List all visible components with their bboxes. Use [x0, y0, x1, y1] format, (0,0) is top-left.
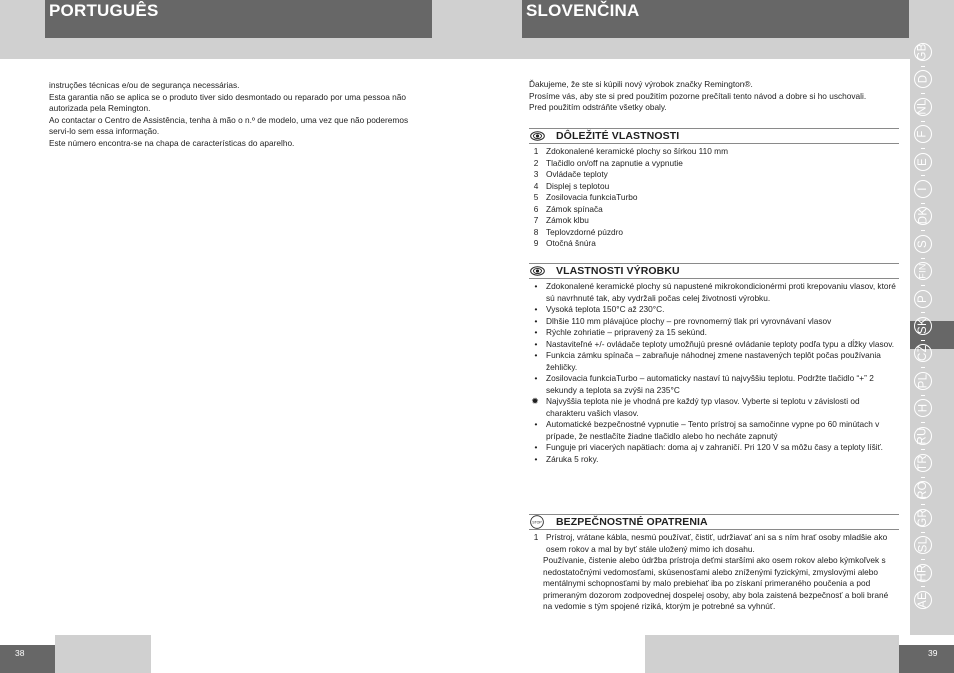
left-page-title: PORTUGUÊS — [49, 1, 159, 20]
product-feature-text: Automatické bezpečnostné vypnutie – Tento prístroj sa samočinne vypne po 60 minútach v prípade, že nestlačíte žiadne tlačidlo alebo ho necháte zapnutý — [546, 419, 880, 441]
language-tab-label: SL — [916, 537, 929, 553]
intro-line: Ďakujeme, že ste si kúpili nový výrobok značky Remington®. — [529, 79, 753, 89]
intro-line: Prosíme vás, aby ste si pred použitím pozorne prečítali tento návod a dobre si ho uschovali. Pred použitím odstráňte všetky obaly. — [529, 90, 867, 112]
product-features-title: VLASTNOSTI VÝROBKU — [556, 265, 680, 277]
bullet-mark: • — [534, 453, 538, 464]
language-tab-d[interactable] — [913, 66, 933, 92]
language-tab-nl[interactable] — [913, 94, 933, 120]
page-number-left: 38 — [15, 648, 25, 658]
key-feature-item — [529, 227, 899, 239]
language-tab-label: GB — [917, 43, 929, 61]
product-feature-item — [529, 373, 899, 396]
key-feature-number: 4 — [533, 180, 539, 191]
pt-paragraph: Ao contactar o Centro de Assistência, tenha à mão o n.º de modelo, uma vez que não poderemos servi-lo sem essa informação. — [49, 114, 409, 136]
bullet-mark: • — [534, 350, 538, 360]
language-tab-sl[interactable] — [913, 532, 933, 558]
product-feature-item — [529, 327, 899, 339]
key-feature-text: Zdokonalené keramické plochy so šírkou 110 mm — [546, 146, 729, 156]
product-feature-item — [529, 442, 899, 454]
language-tab-tr[interactable] — [913, 450, 933, 476]
left-header-bar — [45, 0, 432, 38]
language-tab-label: S — [916, 239, 929, 248]
language-tab-label: E — [916, 157, 929, 166]
key-feature-item — [529, 192, 899, 204]
key-feature-item — [529, 181, 899, 193]
product-feature-item — [529, 281, 899, 304]
language-tab-ae[interactable] — [913, 587, 933, 613]
stop-icon — [530, 515, 544, 529]
pt-paragraph: Esta garantia não se aplica se o produto tiver sido desmontado ou reparado por uma pessoa não autorizada pela Remington. — [49, 91, 406, 113]
key-feature-item — [529, 169, 899, 181]
language-tab-label: RU — [917, 426, 929, 445]
key-feature-number: 6 — [533, 203, 539, 214]
language-tab-dk[interactable] — [913, 203, 933, 229]
eye-icon — [530, 131, 545, 141]
product-feature-text: Funkcia zámku spínača – zabraňuje náhodnej zmene nastavených teplôt počas používania žehličky. — [546, 350, 881, 372]
language-tab-p[interactable] — [913, 286, 933, 312]
footer-right-band — [645, 635, 899, 673]
language-tab-i[interactable] — [913, 176, 933, 202]
pt-paragraph: Este número encontra-se na chapa de características do aparelho. — [49, 137, 295, 148]
safety-text — [529, 532, 899, 613]
product-feature-text: Najvyššia teplota nie je vhodná pre každý typ vlasov. Vyberte si teplotu v závislosti od charakteru vašich vlasov. — [546, 396, 860, 418]
language-tab-label: DK — [916, 208, 929, 225]
pt-paragraph: instruções técnicas e/ou de segurança necessárias. — [49, 80, 240, 90]
key-feature-item — [529, 146, 899, 158]
key-feature-number: 3 — [533, 169, 539, 179]
language-tab-label: D — [916, 75, 929, 84]
product-feature-item — [529, 316, 899, 328]
product-feature-item — [529, 454, 899, 466]
product-features-section — [529, 263, 899, 465]
language-tab-label: SK — [916, 318, 929, 334]
key-feature-number: 7 — [533, 215, 539, 225]
product-feature-item — [529, 419, 899, 442]
safety-continuation — [529, 555, 899, 613]
product-feature-text: Zdokonalené keramické plochy sú napustené mikrokondicionérmi proti krepovaniu vlasov, ktoré sú navrhnuté tak, aby vydržali počas celej životnosti výrobku. — [546, 281, 896, 303]
language-tab-label: NL — [917, 99, 929, 115]
bullet-mark: • — [534, 419, 538, 429]
key-features-heading — [529, 128, 899, 144]
product-features-heading — [529, 263, 899, 279]
key-feature-text: Ovládače teploty — [546, 169, 608, 179]
key-features-title: DÔLEŽITÉ VLASTNOSTI — [556, 130, 680, 142]
eye-icon — [530, 266, 545, 276]
key-feature-number: 9 — [533, 238, 539, 248]
portuguese-text — [49, 80, 409, 149]
language-tab-label: P — [916, 294, 929, 303]
right-header-bar — [522, 0, 909, 38]
product-feature-text: Dlhšie 110 mm plávajúce plochy – pre rovnomerný tlak pri vyrovnávaní vlasov — [546, 315, 832, 326]
slovak-intro — [529, 79, 879, 114]
product-feature-item — [529, 350, 899, 373]
product-feature-text: Funguje pri viacerých napätiach: doma aj v zahraničí. Pri 120 V sa môžu časy a teploty líšiť. — [546, 442, 883, 452]
safety-item-number: 1 — [533, 532, 539, 542]
product-feature-text: Zosilovacia funkciaTurbo – automaticky nastaví tú najvyššiu teplotu. Podržte tlačidlo “+” 2 sekundy a teplota sa zvýši na 235°C — [546, 373, 874, 395]
key-feature-text: Otočná šnúra — [546, 238, 596, 248]
key-feature-number: 1 — [533, 146, 539, 156]
key-feature-item — [529, 204, 899, 216]
language-tab-label: TR — [917, 455, 929, 471]
language-tab-cz[interactable] — [913, 340, 933, 366]
language-tab-label: HR — [917, 563, 929, 582]
key-feature-text: Teplovzdorné púzdro — [546, 226, 624, 237]
key-feature-item — [529, 238, 899, 250]
key-features-section — [529, 128, 899, 250]
key-feature-text: Displej s teplotou — [546, 180, 610, 191]
footer-left-band — [55, 635, 151, 673]
sun-icon: ✹ — [531, 396, 539, 406]
language-tab-gr[interactable] — [913, 505, 933, 531]
safety-section — [529, 514, 899, 613]
language-tab-ru[interactable] — [913, 423, 933, 449]
key-feature-text: Tlačidlo on/off na zapnutie a vypnutie — [546, 157, 683, 168]
key-feature-text: Zámok klbu — [546, 215, 589, 225]
bullet-mark: • — [534, 373, 538, 383]
product-feature-text: Záruka 5 roky. — [546, 453, 599, 464]
safety-title: BEZPEČNOSTNÉ OPATRENIA — [556, 516, 708, 528]
key-feature-text: Zámok spínača — [546, 203, 603, 214]
key-features-list — [529, 146, 899, 250]
bullet-mark: • — [534, 281, 538, 291]
product-feature-item — [529, 304, 899, 316]
product-features-list — [529, 281, 899, 465]
language-tab-label: FIN — [918, 263, 928, 279]
product-feature-text: Rýchle zohriatie – pripravený za 15 sekúnd. — [546, 327, 707, 337]
language-tab-hr[interactable] — [913, 560, 933, 586]
language-tab-ro[interactable] — [913, 477, 933, 503]
language-tab-fin[interactable] — [913, 258, 933, 284]
product-feature-text: Nastaviteľné +/- ovládače teploty umožňujú presné ovládanie teploty podľa typu a dĺžky vlasov. — [546, 338, 895, 349]
product-feature-item — [529, 339, 899, 351]
bullet-mark: • — [534, 315, 538, 326]
language-tab-label: RO — [916, 481, 929, 500]
key-feature-number: 5 — [533, 192, 539, 202]
language-tab-h[interactable] — [913, 395, 933, 421]
safety-item — [529, 532, 899, 555]
language-tab-label: CZ — [917, 345, 929, 362]
footer-right-page-box — [899, 645, 954, 673]
key-feature-number: 2 — [533, 157, 539, 168]
page-number-right: 39 — [928, 648, 938, 658]
bullet-mark: • — [534, 338, 538, 349]
key-feature-text: Zosilovacia funkciaTurbo — [546, 192, 638, 202]
language-tab-label: PL — [916, 373, 929, 389]
language-tab-pl[interactable] — [913, 368, 933, 394]
bullet-mark: • — [534, 327, 538, 337]
language-tab-label: GR — [916, 508, 929, 527]
language-tab-label: AE — [916, 592, 929, 608]
language-tab-label: F — [916, 130, 929, 138]
bullet-mark: • — [534, 442, 538, 452]
safety-continuation-text: Používanie, čistenie alebo údržba prístroja deťmi staršími ako osem rokov alebo kýmkoľvek s nedostatočnými vedomosťami, skúsenosťami alebo zníženými fyzickými, zmyslovými alebo mentálnymi schopnosťami by malo prebiehať iba po získaní primeraného poučenia a pod primeraným dozorom zodpovednej dospelej osoby, aby bola zaistená bezpečnosť a boli brané na vedomie s tým spojené riziká, ktorým je potrebné sa vyhnúť. — [543, 555, 889, 611]
key-feature-item — [529, 215, 899, 227]
language-tab-s[interactable] — [913, 231, 933, 257]
product-feature-text: Vysoká teplota 150°C až 230°C. — [546, 304, 665, 314]
product-feature-item — [529, 396, 899, 419]
language-tab-label: I — [917, 187, 929, 191]
bullet-mark: • — [534, 304, 538, 314]
key-feature-number: 8 — [533, 226, 539, 237]
language-tab-e[interactable] — [913, 149, 933, 175]
language-tab-f[interactable] — [913, 121, 933, 147]
language-tab-label: H — [916, 403, 929, 413]
right-page-title: SLOVENČINA — [526, 1, 640, 20]
key-feature-item — [529, 158, 899, 170]
language-tab-sk[interactable] — [913, 313, 933, 339]
stop-icon-label: STOP — [532, 520, 542, 525]
footer-left-page-box — [0, 645, 55, 673]
safety-heading — [529, 514, 899, 530]
language-tab-gb[interactable] — [913, 39, 933, 65]
safety-item-text: Prístroj, vrátane kábla, nesmú používať, čistiť, udržiavať ani sa s ním hrať osoby mladšie ako osem rokov a mal by byť stále uložený mimo ich dosahu. — [546, 532, 888, 554]
